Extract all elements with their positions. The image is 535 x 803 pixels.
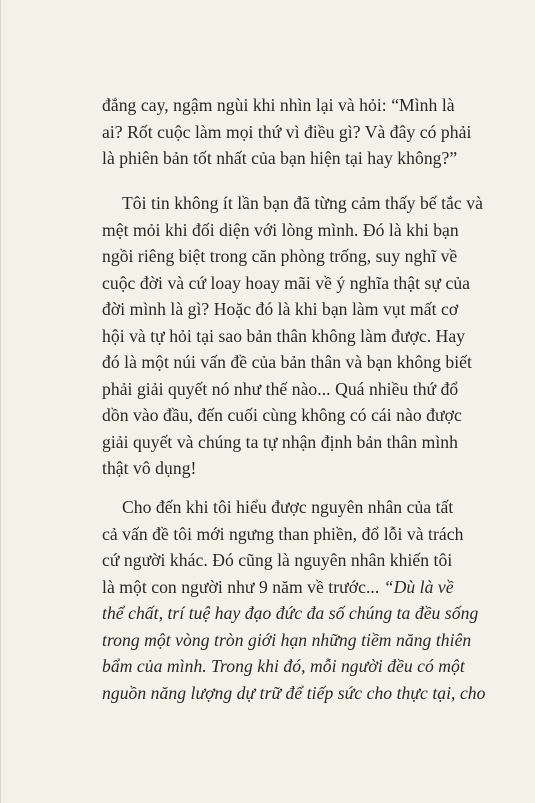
paragraph-1	[102, 92, 480, 172]
text-line: mệt mỏi khi đối diện với lòng mình. Đó là khi bạn	[102, 219, 459, 240]
text-line: ngồi riêng biệt trong căn phòng trống, suy nghĩ về	[102, 246, 458, 266]
text-line: Cho đến khi tôi hiểu được nguyên nhân của tất	[122, 497, 454, 517]
text-line: bẩm của mình. Trong khi đó, mỗi người đều có một	[102, 656, 465, 676]
text-line: dồn vào đầu, đến cuối cùng không có cái nào được	[102, 405, 462, 425]
paragraph-2	[102, 190, 483, 482]
text-line: thể chất, trí tuệ hay đạo đức đa số chúng ta đều sống	[102, 603, 479, 623]
text-segment: là một con người như 9 năm về trước...	[102, 576, 384, 597]
text-line: đời mình là gì? Hoặc đó là khi bạn làm vụt mất cơ	[102, 299, 459, 319]
text-line: cả vấn đề tôi mới ngưng than phiền, đổ lỗi và trách	[102, 523, 464, 544]
text-line: trong một vòng tròn giới hạn những tiềm năng thiên	[102, 629, 472, 650]
text-line: ai? Rốt cuộc làm mọi thứ vì điều gì? Và đây có phải	[102, 121, 472, 142]
text-line	[102, 574, 480, 601]
text-line: là phiên bản tốt nhất của bạn hiện tại hay không?”	[102, 148, 458, 168]
text-line: Tôi tin không ít lần bạn đã từng cảm thấy bế tắc và	[122, 193, 483, 213]
paragraph-3	[102, 494, 486, 706]
text-line: đó là một núi vấn đề của bản thân và bạn không biết	[102, 352, 472, 372]
quote-start: “Dù là về	[383, 576, 454, 597]
text-line: giải quyết và chúng ta tự nhận định bản thân mình	[102, 431, 458, 452]
text-line: đắng cay, ngậm ngùi khi nhìn lại và hỏi: “Mình là	[102, 95, 455, 115]
text-line: cuộc đời và cứ loay hoay mãi về ý nghĩa thật sự của	[102, 272, 471, 293]
text-line: nguồn năng lượng dự trữ để tiếp sức cho thực tại, cho	[102, 682, 486, 703]
text-line: hội và tự hỏi tại sao bản thân không làm được. Hay	[102, 325, 466, 346]
text-line: thật vô dụng!	[102, 458, 197, 478]
text-line: cứ người khác. Đó cũng là nguyên nhân khiến tôi	[102, 550, 453, 570]
text-line: phải giải quyết nó như thế nào... Quá nhiều thứ đổ	[102, 378, 459, 399]
